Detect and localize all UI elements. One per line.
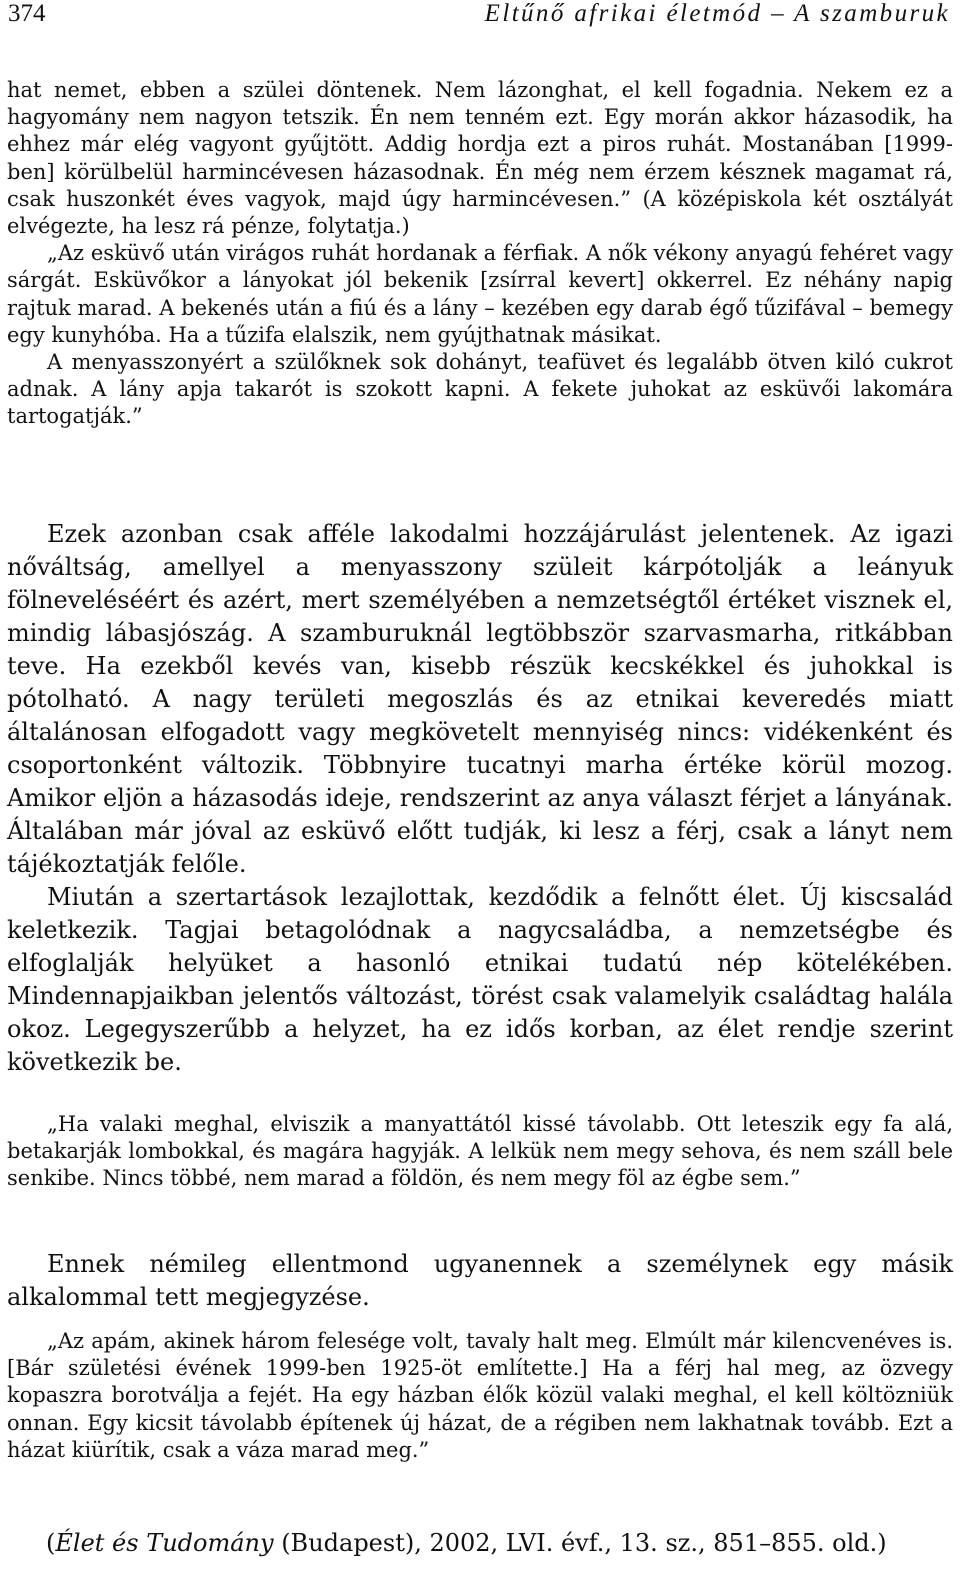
citation-journal: Élet és Tudomány (55, 1529, 274, 1557)
body-paragraph: Ennek némileg ellentmond ugyanennek a személynek egy másik alkalommal tett megjegyzése. (7, 1250, 953, 1311)
quote-paragraph: „Ha valaki meghal, elviszik a manyattától kissé távolabb. Ott leteszik egy fa alá, betakarják lombokkal, és magára hagyják. A lelkük nem megy sehova, és nem száll bele senkibe. Nincs többé, nem marad a földön, és nem megy föl az égbe sem.” (7, 1112, 953, 1191)
running-head (0, 0, 960, 30)
citation-details: (Budapest), 2002, LVI. évf., 13. sz., 851–855. old.) (273, 1529, 887, 1557)
body-block-1 (7, 518, 953, 1079)
page-number: 374 (8, 0, 46, 27)
body-paragraph: Ezek azonban csak afféle lakodalmi hozzájárulást jelentenek. Az igazi nőváltság, amellyel a menyasszony szüleit kárpótolják a leányuk fölneveléséért és azért, mert személyében a nemzetségtől értéket visznek el, mindig lábasjószág. A szamburuknál legtöbbször szarvasmarha, ritkábban teve. Ha ezekből kevés van, kisebb részük kecskékkel és juhokkal is pótolható. A nagy területi megoszlás és az etnikai keveredés miatt általánosan elfogadott vagy megkövetelt mennyiség nincs: vidékenként és csoportonként változik. Többnyire tucatnyi marha értéke körül mozog. Amikor eljön a házasodás ideje, rendszerint az anya választ férjet a lányának. Általában már jóval az esküvő előtt tudják, ki lesz a férj, csak a lányt nem tájékoztatják felőle. (7, 520, 953, 878)
quote-block-1 (7, 77, 953, 431)
body-block-2 (7, 1248, 953, 1314)
quote-block-2 (7, 1111, 953, 1193)
running-title: Eltűnő afrikai életmód – A szamburuk (484, 0, 950, 27)
quote-paragraph: A menyasszonyért a szülőknek sok dohányt, teafüvet és legalább ötven kiló cukrot adnak. A lány apja takarót is szokott kapni. A fekete juhokat az esküvői lakomára tartogatják.” (7, 350, 953, 429)
quote-paragraph: „Az esküvő után virágos ruhát hordanak a férfiak. A nők vékony anyagú fehéret vagy sárgát. Esküvőkor a lányokat jól bekenik [zsírral kevert] okkerrel. Ez néhány napig rajtuk marad. A bekenés után a fiú és a lány – kezében egy darab égő tűzifával – bemegy egy kunyhóba. Ha a tűzifa elalszik, nem gyújthatnak másikat. (7, 241, 953, 347)
citation-open-paren: ( (46, 1529, 56, 1557)
source-citation (46, 1527, 887, 1560)
quote-paragraph: hat nemet, ebben a szülei döntenek. Nem lázonghat, el kell fogadnia. Nekem ez a hagyomány nem nagyon tetszik. Én nem tenném ezt. Egy morán akkor házasodik, ha ehhez már elég vagyont gyűjtött. Addig hordja ezt a piros ruhát. Mostanában [1999-ben] körülbelül harmincévesen házasodnak. Én még nem érzem késznek magamat rá, csak huszonkét éves vagyok, majd úgy harmincévesen.” (A középiskola két osztályát elvégezte, ha lesz rá pénze, folytatja.) (7, 78, 953, 239)
quote-block-3 (7, 1328, 953, 1464)
body-paragraph: Miután a szertartások lezajlottak, kezdődik a felnőtt élet. Új kiscsalád keletkezik. Tagjai betagolódnak a nagycsaládba, a nemzetségbe és elfoglalják helyüket a hasonló etnikai tudatú nép kötelékében. Mindennapjaikban jelentős változást, törést csak valamelyik családtag halála okoz. Legegyszerűbb a helyzet, ha ez idős korban, az élet rendje szerint következik be. (7, 883, 953, 1076)
quote-paragraph: „Az apám, akinek három felesége volt, tavaly halt meg. Elmúlt már kilencvenéves is. [Bár születési évének 1999-ben 1925-öt említette.] Ha a férj hal meg, az özvegy kopaszra borotválja a fejét. Ha egy házban élők közül valaki meghal, el kell költözniük onnan. Egy kicsit távolabb építenek új házat, de a régiben nem lakhatnak tovább. Ezt a házat kiürítik, csak a váza marad meg.” (7, 1329, 953, 1462)
